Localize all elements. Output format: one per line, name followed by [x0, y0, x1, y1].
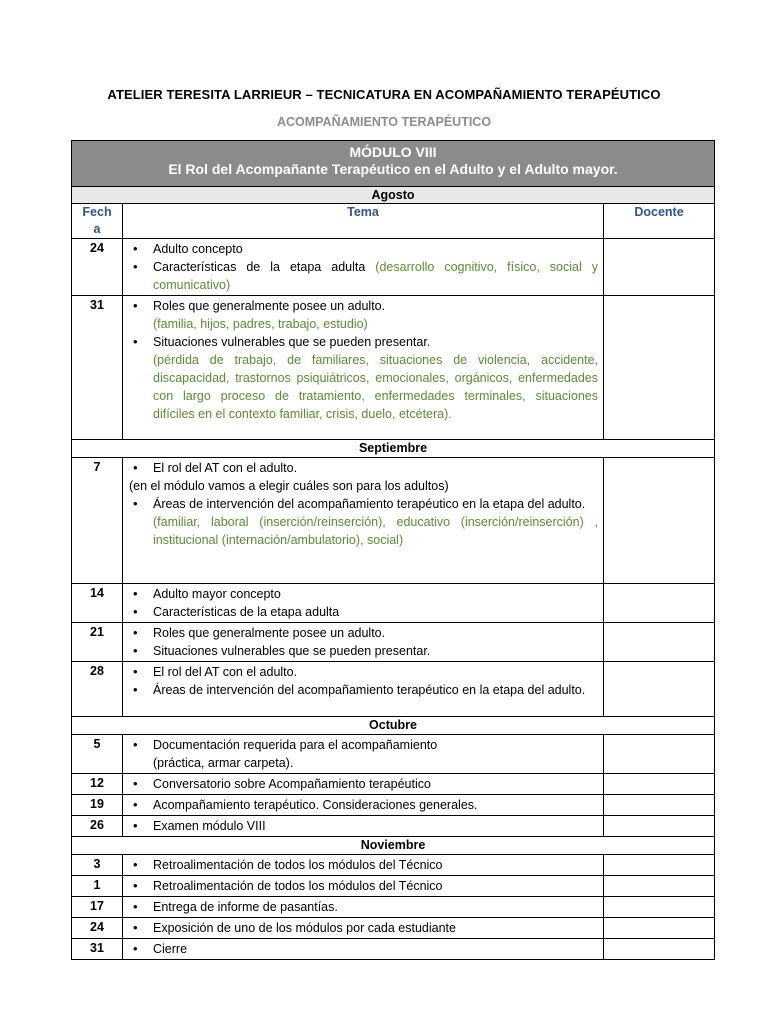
row-date: 28 [72, 662, 123, 717]
table-row [72, 918, 715, 939]
list-item: • Áreas de intervención del acompañamiento terapéutico en la etapa del adulto. [129, 681, 598, 699]
row-topic [123, 774, 604, 795]
table-row [72, 735, 715, 774]
row-topic [123, 458, 604, 584]
list-item: • Retroalimentación de todos los módulos del Técnico [129, 856, 598, 874]
month-label: Agosto [72, 187, 715, 204]
list-item: • Roles que generalmente posee un adulto. [129, 624, 598, 642]
row-topic [123, 584, 604, 623]
row-topic [123, 239, 604, 296]
row-date: 14 [72, 584, 123, 623]
list-item: • Conversatorio sobre Acompañamiento terapéutico [129, 775, 598, 793]
row-teacher [604, 855, 715, 876]
header-teacher: Docente [604, 204, 715, 239]
list-item: • Exposición de uno de los módulos por cada estudiante [129, 919, 598, 937]
list-item: • Características de la etapa adulta [129, 603, 598, 621]
topic-note: (familia, hijos, padres, trabajo, estudio) [153, 317, 368, 331]
topic-plain-note: (en el módulo vamos a elegir cuáles son para los adultos) [129, 479, 449, 493]
row-date: 19 [72, 795, 123, 816]
row-teacher [604, 458, 715, 584]
header-date: Fech a [72, 204, 123, 239]
module-subtitle: El Rol del Acompañante Terapéutico en el Adulto y el Adulto mayor. [168, 161, 618, 177]
row-date: 1 [72, 876, 123, 897]
row-topic [123, 939, 604, 960]
row-date: 5 [72, 735, 123, 774]
list-item: • Áreas de intervención del acompañamiento terapéutico en la etapa del adulto. (familiar, laboral (inserción/reinserción), educativo (inserción/reinserción) , institucional (internación/ambulatorio), social) [129, 495, 598, 549]
month-row-noviembre [72, 837, 715, 855]
row-topic [123, 662, 604, 717]
row-date: 21 [72, 623, 123, 662]
row-topic [123, 735, 604, 774]
list-item: • Documentación requerida para el acompañamiento (práctica, armar carpeta). [129, 736, 598, 772]
month-label: Noviembre [72, 837, 715, 855]
row-date: 26 [72, 816, 123, 837]
topic-note: (desarrollo cognitivo, físico, social y comunicativo) [153, 260, 598, 292]
row-date: 31 [72, 939, 123, 960]
row-topic [123, 897, 604, 918]
row-teacher [604, 662, 715, 717]
list-item: • Retroalimentación de todos los módulos del Técnico [129, 877, 598, 895]
row-topic [123, 816, 604, 837]
row-date: 7 [72, 458, 123, 584]
month-row-septiembre [72, 440, 715, 458]
topic-note: (pérdida de trabajo, de familiares, situaciones de violencia, accidente, discapacidad, trastornos psiquiátricos, emocionales, orgánicos, enfermedades con largo proceso de tratamiento, enfermedades terminales, situaciones difíciles en el contexto familiar, crisis, duelo, etcétera). [153, 353, 598, 421]
list-item: • Roles que generalmente posee un adulto. (familia, hijos, padres, trabajo, estudio) [129, 297, 598, 333]
schedule-table [71, 140, 715, 960]
list-item: • Cierre [129, 940, 598, 958]
topic-note: (familiar, laboral (inserción/reinserción), educativo (inserción/reinserción) , institucional (internación/ambulatorio), social) [153, 515, 598, 547]
list-item: • El rol del AT con el adulto. [129, 663, 598, 681]
table-row [72, 623, 715, 662]
document-title: ATELIER TERESITA LARRIEUR – TECNICATURA EN ACOMPAÑAMIENTO TERAPÉUTICO [107, 87, 661, 102]
header-topic: Tema [123, 204, 604, 239]
document-subtitle: ACOMPAÑAMIENTO TERAPÉUTICO [276, 115, 492, 129]
row-topic [123, 296, 604, 440]
table-row [72, 239, 715, 296]
row-date: 24 [72, 239, 123, 296]
list-item: • El rol del AT con el adulto. [129, 459, 598, 477]
table-row [72, 662, 715, 717]
header-row [72, 204, 715, 239]
row-teacher [604, 795, 715, 816]
row-teacher [604, 296, 715, 440]
row-teacher [604, 816, 715, 837]
list-item: • Acompañamiento terapéutico. Consideraciones generales. [129, 796, 598, 814]
row-date: 24 [72, 918, 123, 939]
row-date: 31 [72, 296, 123, 440]
table-row [72, 458, 715, 584]
module-name: MÓDULO VIII [349, 144, 437, 160]
row-teacher [604, 239, 715, 296]
row-teacher [604, 876, 715, 897]
row-teacher [604, 735, 715, 774]
list-item: • Situaciones vulnerables que se pueden presentar. [129, 642, 598, 660]
row-date: 17 [72, 897, 123, 918]
row-teacher [604, 918, 715, 939]
row-teacher [604, 584, 715, 623]
table-row [72, 795, 715, 816]
table-row [72, 584, 715, 623]
table-row [72, 897, 715, 918]
list-item: • Examen módulo VIII [129, 817, 598, 835]
month-row-octubre [72, 717, 715, 735]
list-item: • Adulto mayor concepto [129, 585, 598, 603]
list-item: • Situaciones vulnerables que se pueden presentar. (pérdida de trabajo, de familiares, situaciones de violencia, accidente, discapacidad, trastornos psiquiátricos, emocionales, orgánicos, enfermedades con largo proceso de tratamiento, enfermedades terminales, situaciones difíciles en el contexto familiar, crisis, duelo, etcétera). [129, 333, 598, 423]
row-topic [123, 855, 604, 876]
table-row [72, 296, 715, 440]
module-banner-row [72, 141, 715, 187]
month-label: Octubre [72, 717, 715, 735]
row-teacher [604, 774, 715, 795]
month-label: Septiembre [72, 440, 715, 458]
row-teacher [604, 897, 715, 918]
row-topic [123, 876, 604, 897]
row-date: 3 [72, 855, 123, 876]
list-item: • Adulto concepto [129, 240, 598, 258]
table-row [72, 876, 715, 897]
row-teacher [604, 623, 715, 662]
row-topic [123, 795, 604, 816]
table-row [72, 816, 715, 837]
row-topic [123, 623, 604, 662]
row-teacher [604, 939, 715, 960]
row-topic [123, 918, 604, 939]
month-row-agosto [72, 187, 715, 204]
list-item: • Características de la etapa adulta (desarrollo cognitivo, físico, social y comunicativo) [129, 258, 598, 294]
table-row [72, 774, 715, 795]
table-row [72, 855, 715, 876]
table-row [72, 939, 715, 960]
row-date: 12 [72, 774, 123, 795]
module-banner [72, 141, 715, 187]
list-item: • Entrega de informe de pasantías. [129, 898, 598, 916]
